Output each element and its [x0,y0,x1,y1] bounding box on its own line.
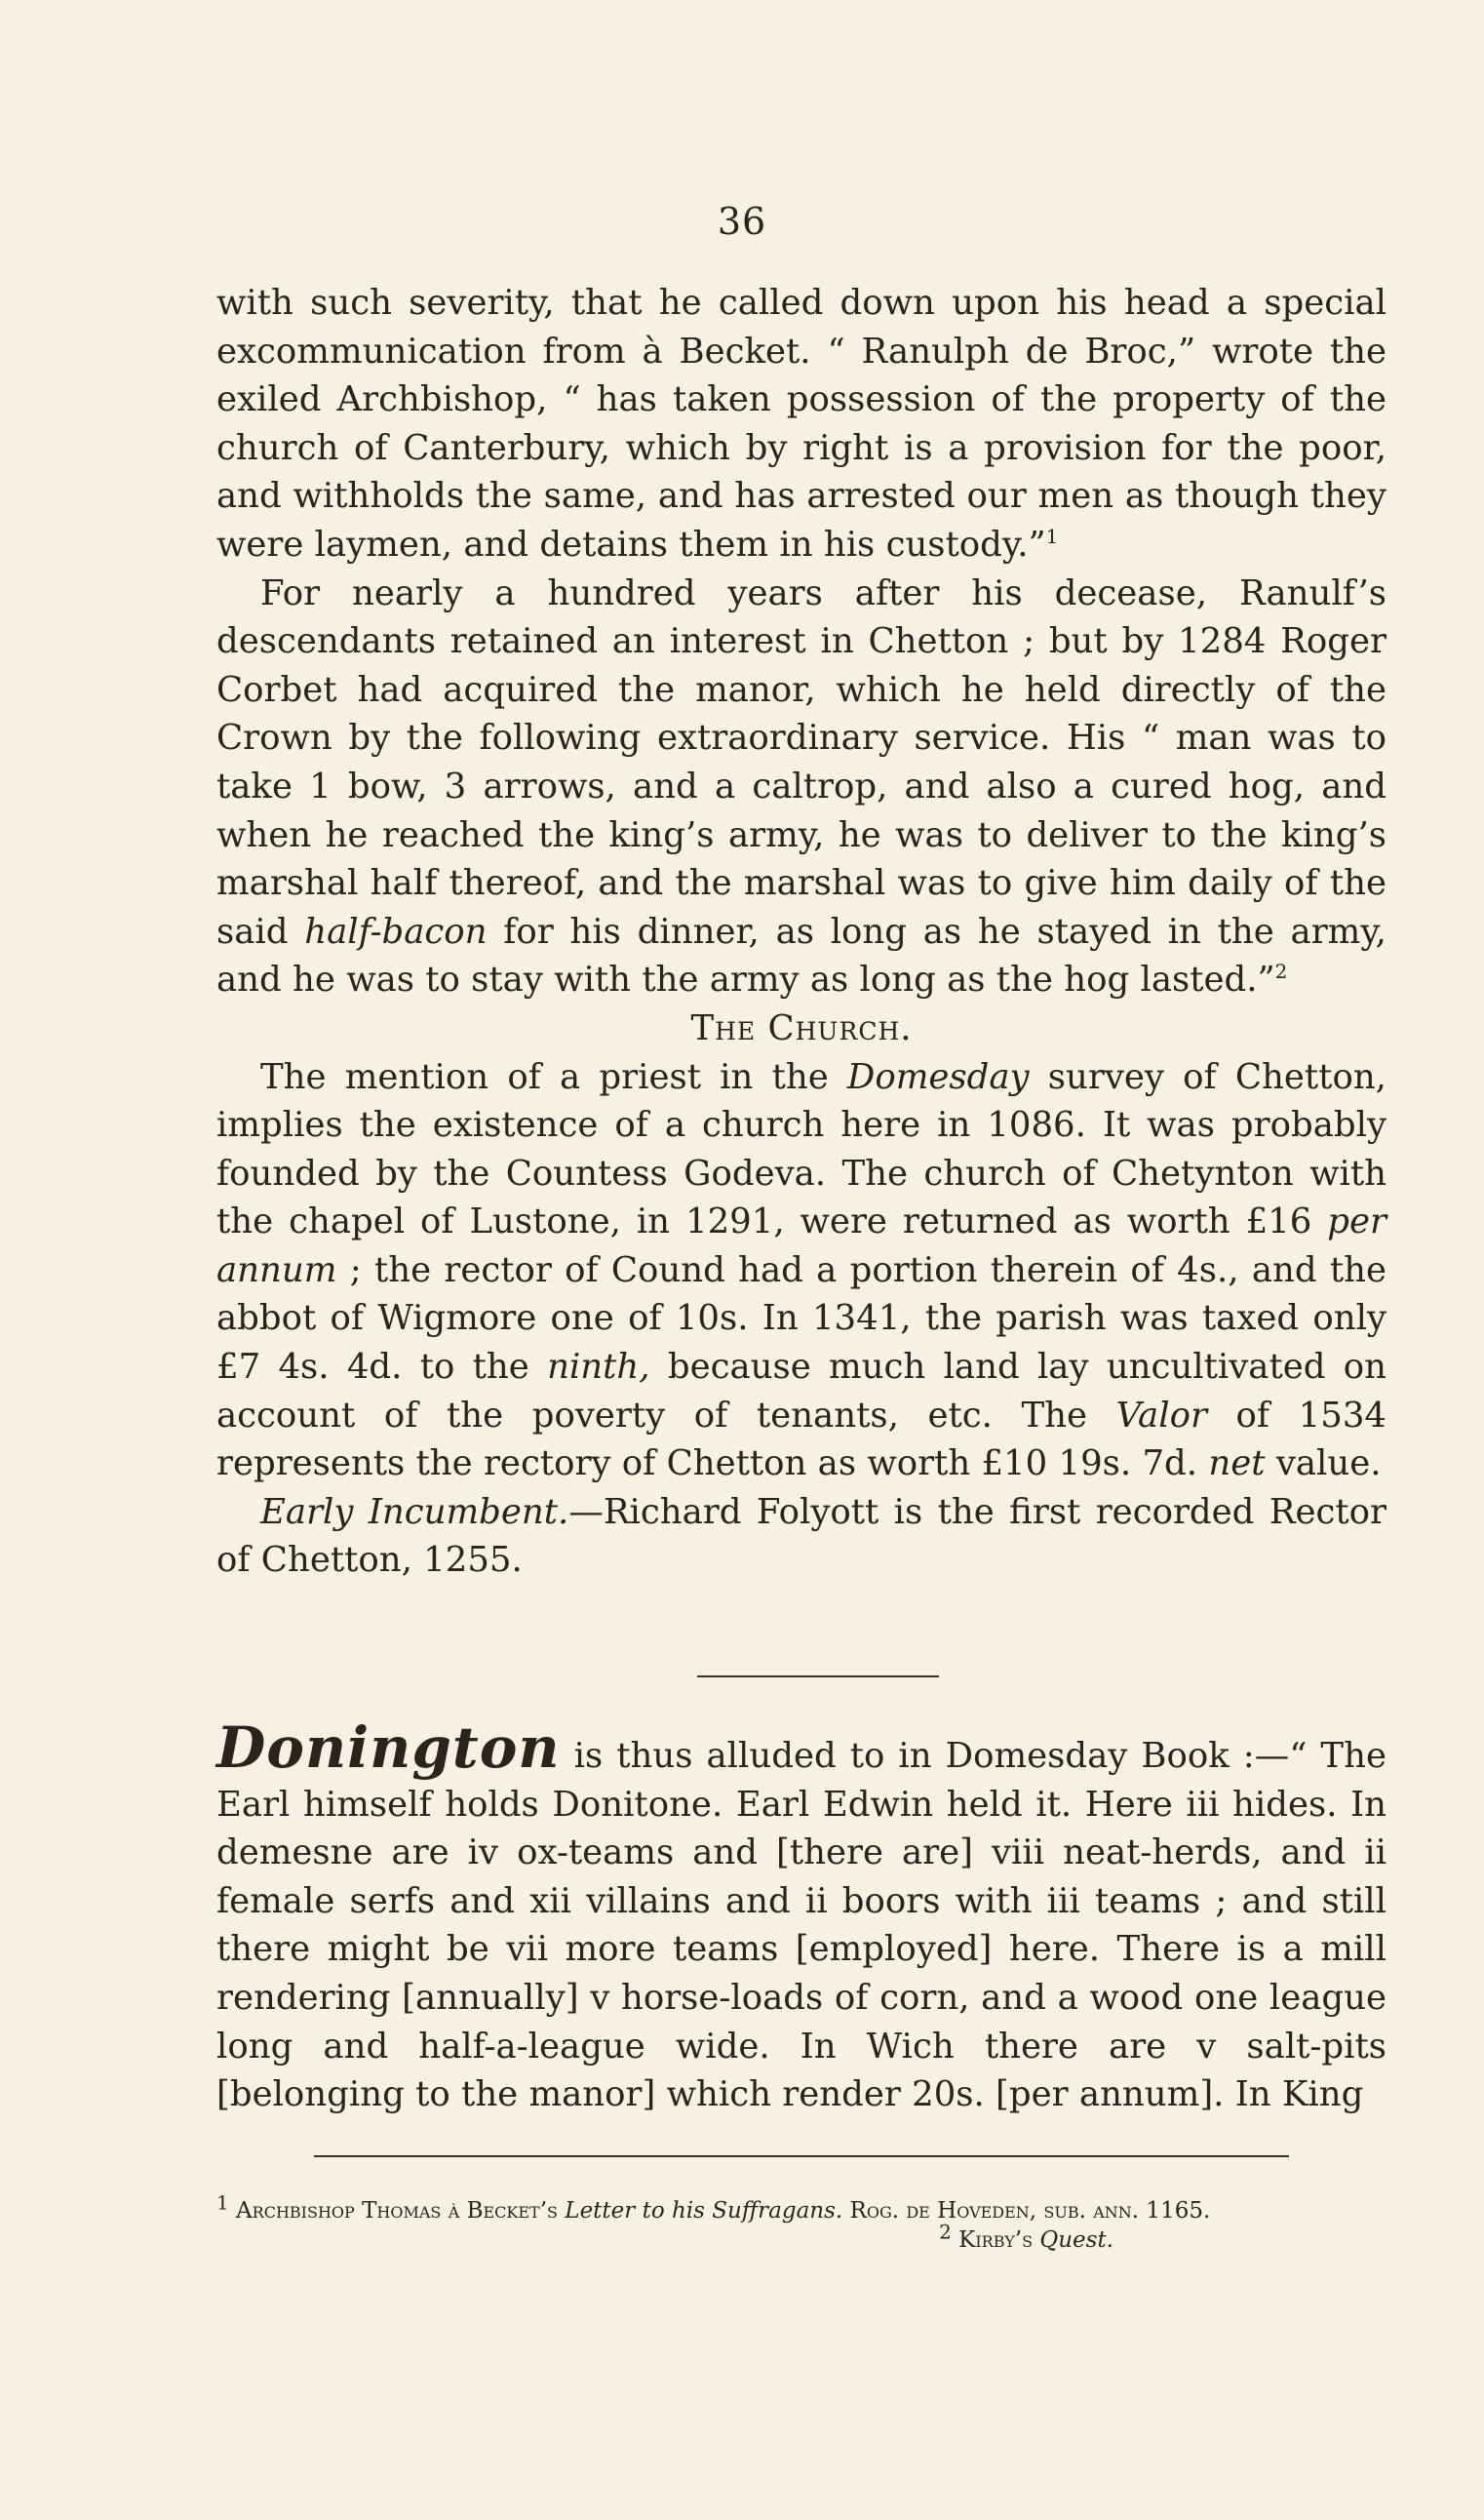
section-title-donington: Donington [216,1714,561,1781]
paragraph-3-emphasis-1: Domesday [846,1056,1030,1097]
paragraph-3-text-d: because much land lay uncultivated on account of the poverty of tenants, etc. The [216,1347,1386,1436]
paragraph-3-text-e: of 1534 represents the rectory of Chetton as worth £10 19s. 7d. [216,1395,1386,1484]
paragraph-2-text-b: for his dinner, as long as he stayed in the army, and he was to stay with the army as long as the hog lasted.” [216,911,1386,1001]
paragraph-5 [216,1714,1386,2119]
paragraph-5-text: is thus alluded to in Domesday Book :—“ The Earl himself holds Donitone. Earl Edwin held it. Here iii hides. In demesne are iv ox-teams and [there are] viii neat-herds, and ii female serfs and xii villains and ii boors with iii teams ; and still there might be vii more teams [employed] here. There is a mill rendering [annually] v horse-loads of corn, and a wood one league long and half-a-league wide. In Wich there are v salt-pits [belonging to the manor] which render 20s. [per annum]. In King [216,1736,1386,2115]
paragraph-1 [216,279,1386,570]
footnote-1-text-b: Rog. de Hoveden, sub. ann. 1165. [849,2198,1211,2224]
paragraph-4 [216,1488,1386,1585]
paragraph-3-emphasis-3: ninth, [547,1347,650,1388]
paragraph-3-text-f: value. [1275,1443,1382,1484]
footnote-2-number: 2 [939,2220,952,2244]
paragraph-2-text-a: For nearly a hundred years after his decease, Ranulf’s descendants retained an interest in Chetton ; but by 1284 Roger Corbet had acquired the manor, which he held directly of the Crown by the following extraordinary service. His “ man was to take 1 bow, 3 arrows, and a caltrop, and also a cured hog, and when he reached the king’s army, he was to deliver to the king’s marshal half thereof, and the marshal was to give him daily of the said [216,572,1386,952]
section-divider [697,1675,939,1677]
footnote-1-text-a: Archbishop Thomas à Becket’s [236,2198,558,2224]
paragraph-3-emphasis-4: Valor [1115,1395,1207,1436]
footnote-1 [216,2190,1386,2225]
paragraph-3-text-b: survey of Chetton, implies the existence of a church here in 1086. It was probably founded by the Countess Godeva. The church of Chetynton with the chapel of Lustone, in 1291, were returned as worth £16 [216,1056,1386,1242]
footnote-1-emphasis: Letter to his Suffragans. [565,2198,843,2224]
footnote-1-number: 1 [216,2190,229,2215]
paragraph-2 [216,570,1386,1004]
paragraph-3 [216,1053,1386,1488]
footnotes [216,2190,1386,2255]
main-text [216,279,1386,1585]
paragraph-4-text: —Richard Folyott is the first recorded Rector of Chetton, 1255. [216,1491,1386,1581]
footnote-ref-2: 2 [1274,960,1288,984]
paragraph-1-text: with such severity, that he called down upon his head a special excommunication from à Becket. “ Ranulph de Broc,” wrote the exiled Archbishop, “ has taken possession of the property of the church of Canterbury, which by right is a provision for the poor, and withholds the same, and has arrested our men as though they were laymen, and detains them in his custody.” [216,283,1386,565]
paragraph-3-emphasis-5: net [1208,1443,1266,1484]
footnote-2-emphasis: Quest. [1039,2227,1113,2253]
footnote-2 [216,2220,1386,2255]
paragraph-3-emphasis-2: per annum [216,1201,1386,1290]
paragraph-4-emphasis: Early Incumbent. [260,1491,569,1532]
donington-section [216,1714,1386,2119]
paragraph-2-emphasis: half-bacon [304,911,488,952]
paragraph-3-text-a: The mention of a priest in the [260,1056,829,1097]
section-heading-church: The Church. [690,1007,913,1048]
footnote-rule [314,2155,1289,2157]
paragraph-3-text-c: ; the rector of Cound had a portion therein of 4s., and the abbot of Wigmore one of 10s. In 1341, the parish was taxed only £7 4s. 4d. to the [216,1249,1386,1388]
footnote-ref-1: 1 [1045,525,1059,549]
page-number: 36 [717,200,767,243]
footnote-2-text: Kirby’s [958,2227,1034,2253]
